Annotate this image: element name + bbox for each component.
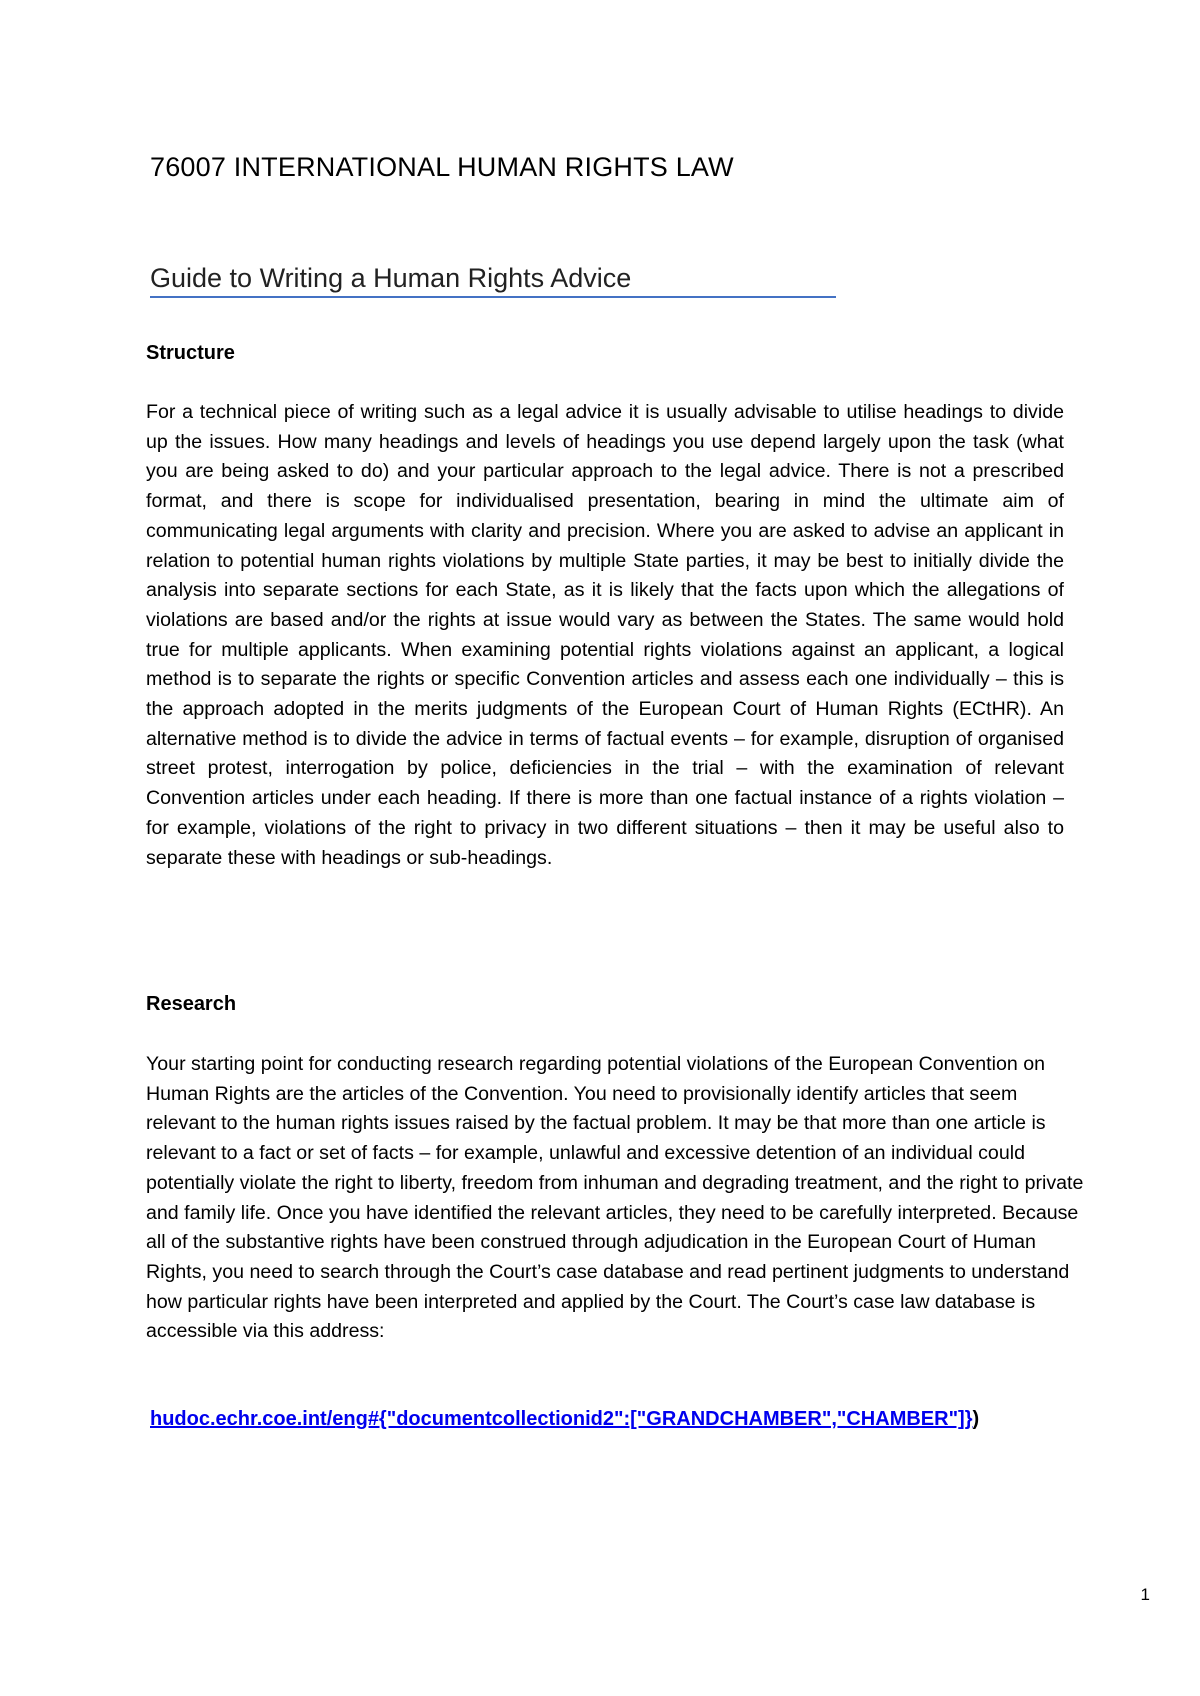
research-heading: Research	[146, 993, 237, 1015]
hudoc-link[interactable]: hudoc.echr.coe.int/eng#{"documentcollectionid2":["GRANDCHAMBER","CHAMBER"]}	[150, 1408, 973, 1430]
case-law-link-line	[150, 1408, 979, 1431]
structure-heading: Structure	[146, 342, 235, 364]
link-closing-paren: )	[972, 1408, 980, 1430]
structure-paragraph: For a technical piece of writing such as a legal advice it is usually advisable to utilise headings to divide up the issues. How many headings and levels of headings you use depend largely upon the task (what you are being asked to do) and your particular approach to the legal advice. There is not a prescribed format, and there is scope for individualised presentation, bearing in mind the ultimate aim of communicating legal arguments with clarity and precision. Where you are asked to advise an applicant in relation to potential human rights violations by multiple State parties, it may be best to initially divide the analysis into separate sections for each State, as it is likely that the facts upon which the allegations of violations are based and/or the rights at issue would vary as between the States. The same would hold true for multiple applicants. When examining potential rights violations against an applicant, a logical method is to separate the rights or specific Convention articles and assess each one individually – this is the approach adopted in the merits judgments of the European Court of Human Rights (ECtHR). An alternative method is to divide the advice in terms of factual events – for example, disruption of organised street protest, interrogation by police, deficiencies in the trial – with the examination of relevant Convention articles under each heading. If there is more than one factual instance of a rights violation – for example, violations of the right to privacy in two different situations – then it may be useful also to separate these with headings or sub-headings.	[146, 401, 1064, 869]
document-title: Guide to Writing a Human Rights Advice	[150, 263, 836, 298]
page-number: 1	[1140, 1585, 1150, 1604]
research-paragraph: Your starting point for conducting research regarding potential violations of the European Convention on Human Rights are the articles of the Convention. You need to provisionally identify articles that seem relevant to the human rights issues raised by the factual problem. It may be that more than one article is relevant to a fact or set of facts – for example, unlawful and excessive detention of an individual could potentially violate the right to liberty, freedom from inhuman and degrading treatment, and the right to private and family life. Once you have identified the relevant articles, they need to be carefully interpreted. Because all of the substantive rights have been construed through adjudication in the European Court of Human Rights, you need to search through the Court’s case database and read pertinent judgments to understand how particular rights have been interpreted and applied by the Court. The Court’s case law database is accessible via this address:	[146, 1053, 1084, 1343]
course-title: 76007 INTERNATIONAL HUMAN RIGHTS LAW	[150, 152, 734, 182]
